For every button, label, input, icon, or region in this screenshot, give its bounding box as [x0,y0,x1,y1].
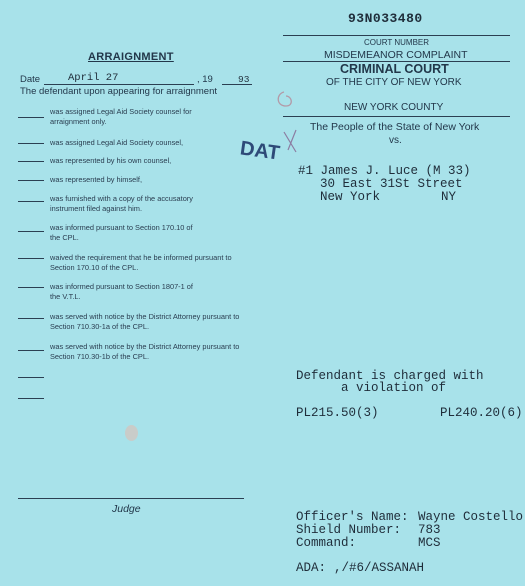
docket-number: 93N033480 [348,11,423,26]
people-caption: The People of the State of New York [310,121,480,133]
checklist-item: was served with notice by the District Attorney pursuant to Section 710.30-1a of the CPL. [50,312,240,331]
checklist-item: was informed pursuant to Section 1807-1 of the V.T.L. [50,282,193,301]
handwritten-mark [270,80,310,160]
arraignment-intro: The defendant upon appearing for arraignment [20,86,217,97]
officer-name-label: Officer's Name: [296,510,409,524]
complaint-type: MISDEMEANOR COMPLAINT [324,49,468,61]
ada-value: ,/#6/ASSANAH [334,561,425,575]
date-value: April 27 [68,72,119,84]
checklist-item: was represented by his own counsel, [50,156,172,165]
county: NEW YORK COUNTY [344,102,444,113]
date-label: Date [20,74,41,85]
charge-statement-1: Defendant is charged with [296,369,484,383]
checklist-item: was assigned Legal Aid Society counsel, [50,138,184,147]
dat-stamp: DAT [238,137,282,165]
officer-name: Wayne Costello [418,510,524,524]
checklist-item: was represented by himself, [50,175,143,184]
court-city: OF THE CITY OF NEW YORK [326,77,462,88]
shield-number-label: Shield Number: [296,523,402,537]
shield-number: 783 [418,523,441,537]
charge-statement-2: a violation of [341,381,447,395]
court-name: CRIMINAL COURT [340,62,449,76]
ink-smudge [125,425,138,441]
charge-1: PL215.50(3) [296,406,379,420]
year-value: 93 [238,74,250,85]
defendant-line-1: #1 James J. Luce (M 33) [298,164,471,178]
judge-label: Judge [112,503,141,515]
checklist-item: was served with notice by the District Attorney pursuant to Section 710.30-1b of the CPL. [50,342,240,361]
checklist-item: was assigned Legal Aid Society counsel for arraignment only. [50,107,192,126]
checklist-item: was furnished with a copy of the accusatory instrument filed against him. [50,194,193,213]
charge-2: PL240.20(6) [440,406,523,420]
versus: vs. [389,135,402,146]
year-prefix: , 19 [197,74,213,85]
defendant-address: 30 East 31St Street [320,177,463,191]
court-number-label: COURT NUMBER [364,38,430,47]
ada-label: ADA: [296,561,327,575]
command-label: Command: [296,536,357,550]
defendant-state: NY [441,190,457,204]
command-value: MCS [418,536,441,550]
arraignment-heading: ARRAIGNMENT [88,51,174,63]
checklist-item: waived the requirement that he be informed pursuant to Section 170.10 of the CPL. [50,253,232,272]
checklist-item: was informed pursuant to Section 170.10 of the CPL. [50,223,193,242]
defendant-city: New York [320,190,381,204]
